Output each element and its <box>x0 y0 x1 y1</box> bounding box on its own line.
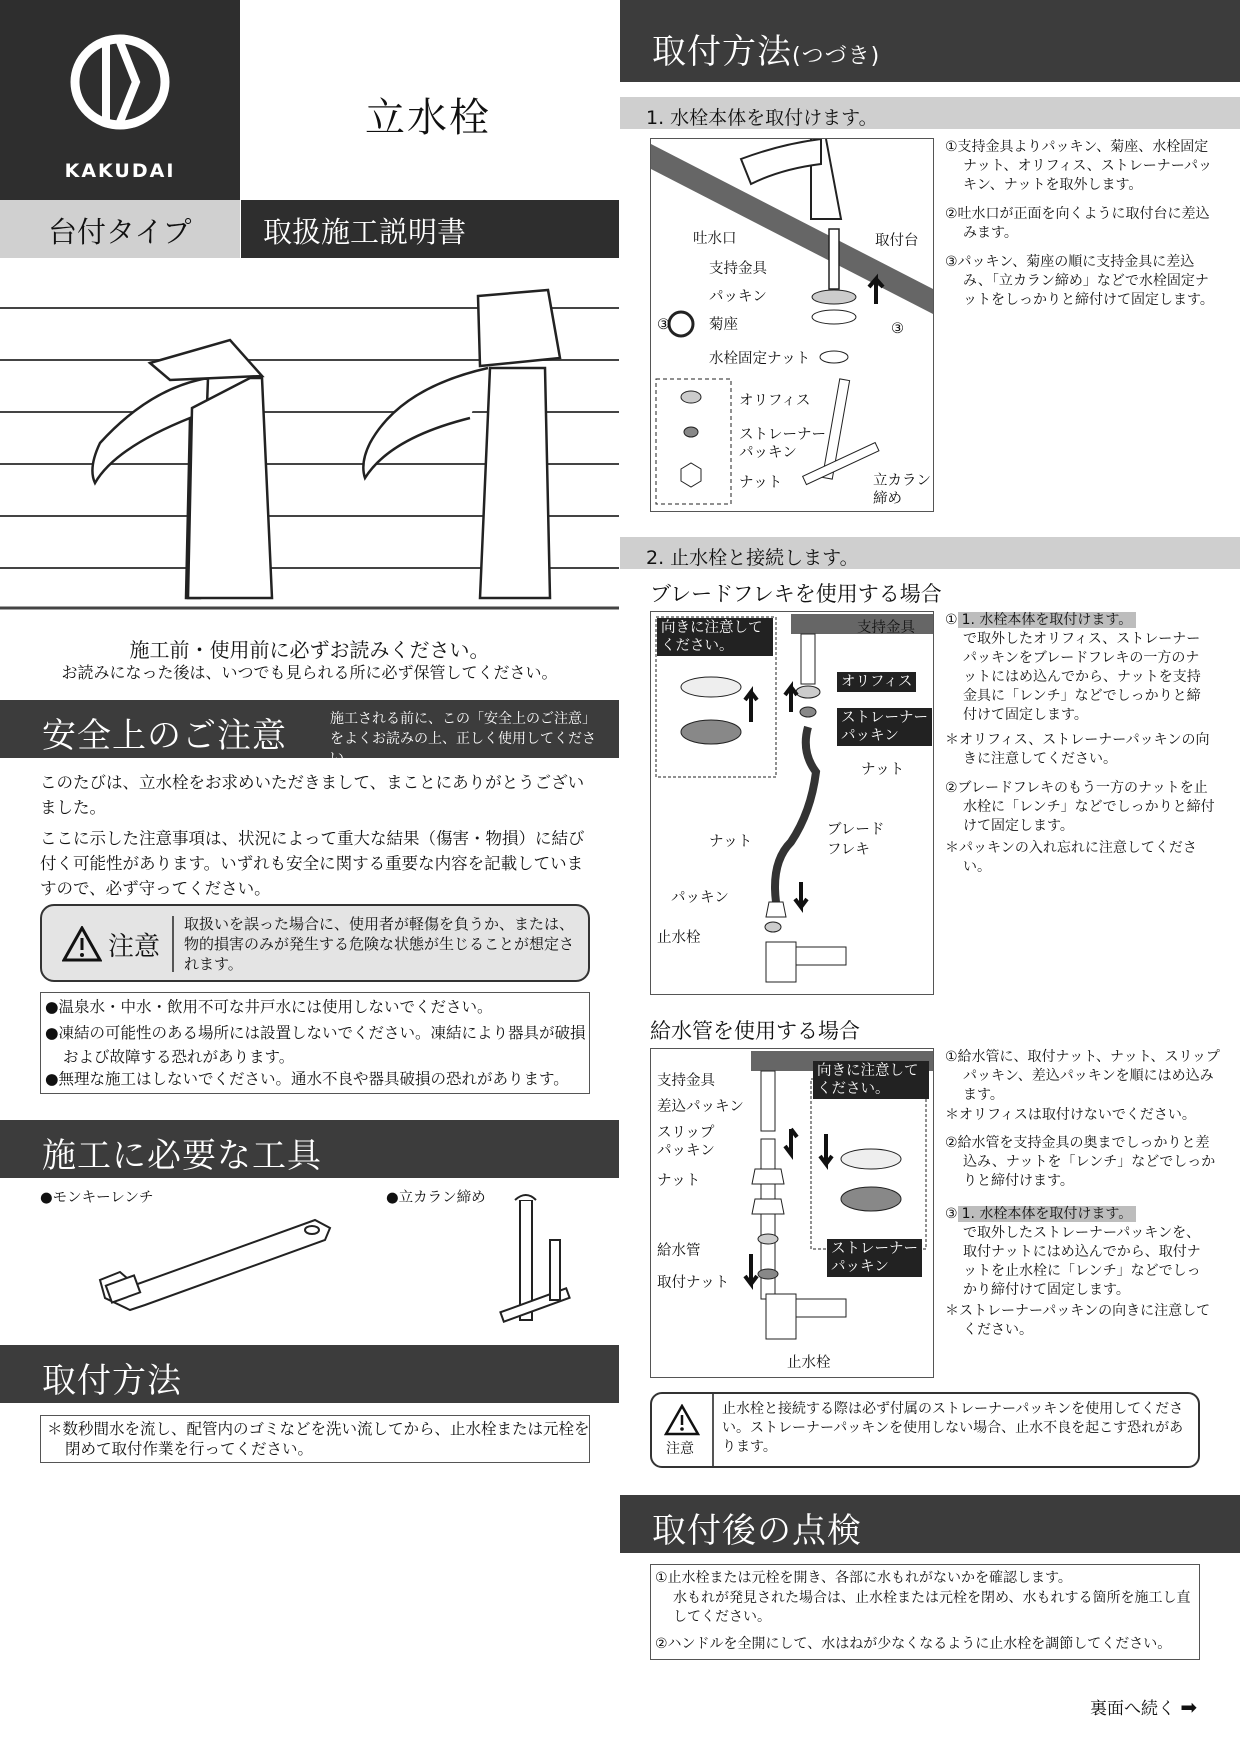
step2-title: 2. 止水栓と接続します。 <box>646 547 859 569</box>
pipe-ref-label: 1. 水栓本体を取付けます。 <box>958 1206 1137 1222</box>
warning-triangle-icon <box>664 1404 700 1436</box>
safety-side-note-2: をよくお読みの上、正しく使用してください。 <box>330 731 596 766</box>
check-heading: 取付後の点検 <box>652 1511 862 1551</box>
pipe-item-2: ＊オリフィスは取付けないでください。 <box>945 1107 1196 1123</box>
check-box <box>650 1564 1200 1660</box>
safety-intro-1: このたびは、立水栓をお求めいただきまして、まことにありがとうございました。 <box>40 773 585 817</box>
safety-item-3: ●無理な施工はしないでください。通水不良や器具破損の恐れがあります。 <box>45 1070 569 1088</box>
step1-item-1: ①支持金具よりパッキン、菊座、水栓固定ナット、オリフィス、ストレーナーパッキン、ナットを取外します。 <box>945 139 1213 193</box>
fig1-wrench-label-2: 締め <box>873 491 902 507</box>
fig3-nut-label: ナット <box>657 1173 701 1189</box>
braided-item-1: で取外したオリフィス、ストレーナーパッキンをブレードフレキの一方のナットにはめ込んでから、ナットを支持金具に「レンチ」などでしっかりと締付けて固定します。 <box>963 631 1201 723</box>
install-heading: 取付方法 <box>42 1361 182 1401</box>
fig1-wrench-label-1: 立カラン <box>873 473 931 489</box>
step1-item-2: ②吐水口が正面を向くように取付台に差込みます。 <box>945 206 1210 241</box>
fig2-nut-label: ナット <box>861 762 905 778</box>
faucet-wrench-icon <box>490 1190 590 1330</box>
notice-line-2: お読みになった後は、いつでも見られる所に必ず保管してください。 <box>61 663 558 682</box>
caution-label: 注意 <box>108 932 161 962</box>
braided-ref-label: 1. 水栓本体を取付けます。 <box>958 612 1137 628</box>
monkey-wrench-icon <box>90 1210 340 1320</box>
check-item-3: ②ハンドルを全開にして、水はねが少なくなるように止水栓を調節してください。 <box>655 1636 1172 1652</box>
step1-band <box>620 97 1240 129</box>
fig3-orient-tag: 向きに注意してください。 <box>813 1061 929 1099</box>
fig3-strainer-1: ストレーナー <box>831 1241 918 1257</box>
tools-heading-band <box>0 1120 619 1178</box>
step1-item-3: ③パッキン、菊座の順に支持金具に差込み、「立カラン締め」などで水栓固定ナットをしっかりと締付けて固定します。 <box>945 254 1214 308</box>
braided-item-3: ②ブレードフレキのもう一方のナットを止水栓に「レンチ」などでしっかりと締付けて固定します。 <box>945 780 1215 834</box>
fig2-strainer-tag <box>837 708 932 746</box>
cont-heading-main: 取付方法 <box>652 32 792 72</box>
fig3-slip-label-2: パッキン <box>657 1143 715 1159</box>
warning-triangle-icon <box>62 926 102 962</box>
fig1-strainer-label: ストレーナー <box>739 427 826 443</box>
fig3-strainer-tag <box>827 1239 922 1277</box>
fig3-valve-label: 止水栓 <box>787 1355 831 1371</box>
fig3-pipe-label: 給水管 <box>657 1243 701 1259</box>
safety-side-note-1: 施工される前に、この「安全上のご注意」 <box>330 711 596 727</box>
fig2-box <box>650 611 934 995</box>
pipe-item-1: ①給水管に、取付ナット、ナット、スリップパッキン、差込パッキンを順にはめ込みます。 <box>945 1049 1220 1103</box>
fig1-washer-label: 菊座 <box>709 317 738 333</box>
fig2-valve-label: 止水栓 <box>657 930 701 946</box>
fig1-bracket-label: 支持金具 <box>709 261 767 277</box>
fig2-packing-label: パッキン <box>671 890 729 906</box>
step2-band <box>620 537 1240 569</box>
logo-block <box>0 0 240 200</box>
fig1-mark-left: ③ <box>657 317 670 333</box>
install-note-box <box>40 1415 590 1463</box>
fig2-strainer-1: ストレーナー <box>841 710 928 726</box>
safety-heading-band <box>0 700 619 766</box>
footer-text: 裏面へ続く <box>1090 1699 1175 1719</box>
pipe-item-5: ＊ストレーナーパッキンの向きに注意してください。 <box>945 1303 1211 1338</box>
fig3-insert-label: 差込パッキン <box>657 1099 744 1115</box>
braided-item-2: ＊オリフィス、ストレーナーパッキンの向きに注意してください。 <box>945 732 1210 767</box>
caution-text: 取扱いを誤った場合に、使用者が軽傷を負うか、または、物的損害のみが発生する危険な状態が生じることが想定されます。 <box>184 915 575 973</box>
type-label-box <box>0 200 240 258</box>
doc-title: 立水栓 <box>365 95 491 141</box>
fig1-mark-right: ③ <box>891 321 904 337</box>
braided-title: ブレードフレキを使用する場合 <box>650 582 942 606</box>
fig3-mount-nut-label: 取付ナット <box>657 1275 730 1291</box>
fig3-strainer-2: パッキン <box>831 1259 889 1275</box>
fig2-nut2-label: ナット <box>709 834 753 850</box>
pipe-title: 給水管を使用する場合 <box>650 1019 860 1043</box>
step1-title: 1. 水栓本体を取付けます。 <box>646 107 878 129</box>
fig3-box <box>650 1048 934 1378</box>
fig1-orifice-label: オリフィス <box>739 393 811 409</box>
fig1-nut-label: 水栓固定ナット <box>709 351 811 367</box>
tool-monkey-wrench-label: ●モンキーレンチ <box>40 1190 154 1206</box>
fig2-braid-label-1: ブレード <box>827 822 885 838</box>
fig1-strainer-label-2: パッキン <box>739 445 797 461</box>
footer-continue <box>1090 1694 1197 1719</box>
install-note: ＊数秒間水を流し、配管内のゴミなどを洗い流してから、止水栓または元栓を閉めて取付作業を行ってください。 <box>47 1420 590 1458</box>
cont-heading-suffix: (つづき) <box>792 44 881 69</box>
braided-item-4: ＊パッキンの入れ忘れに注意してください。 <box>945 840 1197 875</box>
cont-heading-band <box>620 0 1240 82</box>
type-label: 台付タイプ <box>48 215 192 249</box>
fig2-strainer-2: パッキン <box>841 728 899 744</box>
product-illustration <box>0 268 619 610</box>
fig2-braid-label-2: フレキ <box>827 842 870 858</box>
notice-line-1: 施工前・使用前に必ずお読みください。 <box>129 638 490 662</box>
fig1-box <box>650 138 934 512</box>
fig2-orifice-tag: オリフィス <box>837 672 916 692</box>
check-heading-band <box>620 1495 1240 1553</box>
arrow-right-icon: ➡ <box>1180 1695 1198 1719</box>
fig1-spout-label: 吐水口 <box>693 231 737 247</box>
check-item-2: 水もれが発見された場合は、止水栓または元栓を閉め、水もれする箇所を施工し直してください。 <box>673 1590 1191 1625</box>
install-heading-band <box>0 1345 619 1403</box>
safety-item-1: ●温泉水・中水・飲用不可な井戸水には使用しないでください。 <box>45 998 493 1016</box>
fig1-base-label: 取付台 <box>875 233 919 249</box>
fig3-bracket-label: 支持金具 <box>657 1073 715 1089</box>
tools-heading: 施工に必要な工具 <box>42 1136 322 1176</box>
connect-warning-box <box>650 1392 1200 1468</box>
fig2-bracket-label: 支持金具 <box>857 620 915 636</box>
manual-label: 取扱施工説明書 <box>263 215 467 249</box>
manual-label-box <box>241 200 619 258</box>
cont-heading <box>652 24 880 73</box>
safety-intro-2: ここに示した注意事項は、状況によって重大な結果（傷害・物損）に結び付く可能性があります。いずれも安全に関する重要な内容を記載していますので、必ず守ってください。 <box>40 829 585 898</box>
fig2-orient-tag: 向きに注意してください。 <box>657 618 773 656</box>
pipe-item-4: で取外したストレーナーパッキンを、取付ナットにはめ込んでから、取付ナットを止水栓に「レンチ」などでしっかり締付けて固定します。 <box>963 1225 1201 1298</box>
connect-warning-label: 注意 <box>666 1441 694 1457</box>
pipe-step-ref: ③ 1. 水栓本体を取付けます。 <box>945 1205 1207 1224</box>
check-item-1: ①止水栓または元栓を開き、各部に水もれがないかを確認します。 <box>655 1570 1072 1586</box>
braided-step-ref: ① 1. 水栓本体を取付けます。 <box>945 611 1207 630</box>
pipe-item-3: ②給水管を支持金具の奥までしっかりと差込み、ナットを「レンチ」などでしっかりと締付けます。 <box>945 1135 1216 1189</box>
connect-warning-text: 止水栓と接続する際は必ず付属のストレーナーパッキンを使用してください。ストレーナーパッキンを使用しない場合、止水不良を起こす恐れがあります。 <box>722 1401 1184 1455</box>
brand-name: KAKUDAI <box>64 160 176 182</box>
fig1-packing-label: パッキン <box>709 289 767 305</box>
safety-items-box <box>40 992 590 1094</box>
safety-heading: 安全上のご注意 <box>42 716 287 756</box>
fig1-nut2-label: ナット <box>739 475 783 491</box>
fig3-slip-label-1: スリップ <box>657 1125 715 1141</box>
tool-faucet-wrench-label: ●立カラン締め <box>386 1190 486 1206</box>
caution-box <box>40 904 590 982</box>
safety-item-2: ●凍結の可能性のある場所には設置しないでください。凍結により器具が破損および故障する恐れがあります。 <box>45 1024 586 1066</box>
